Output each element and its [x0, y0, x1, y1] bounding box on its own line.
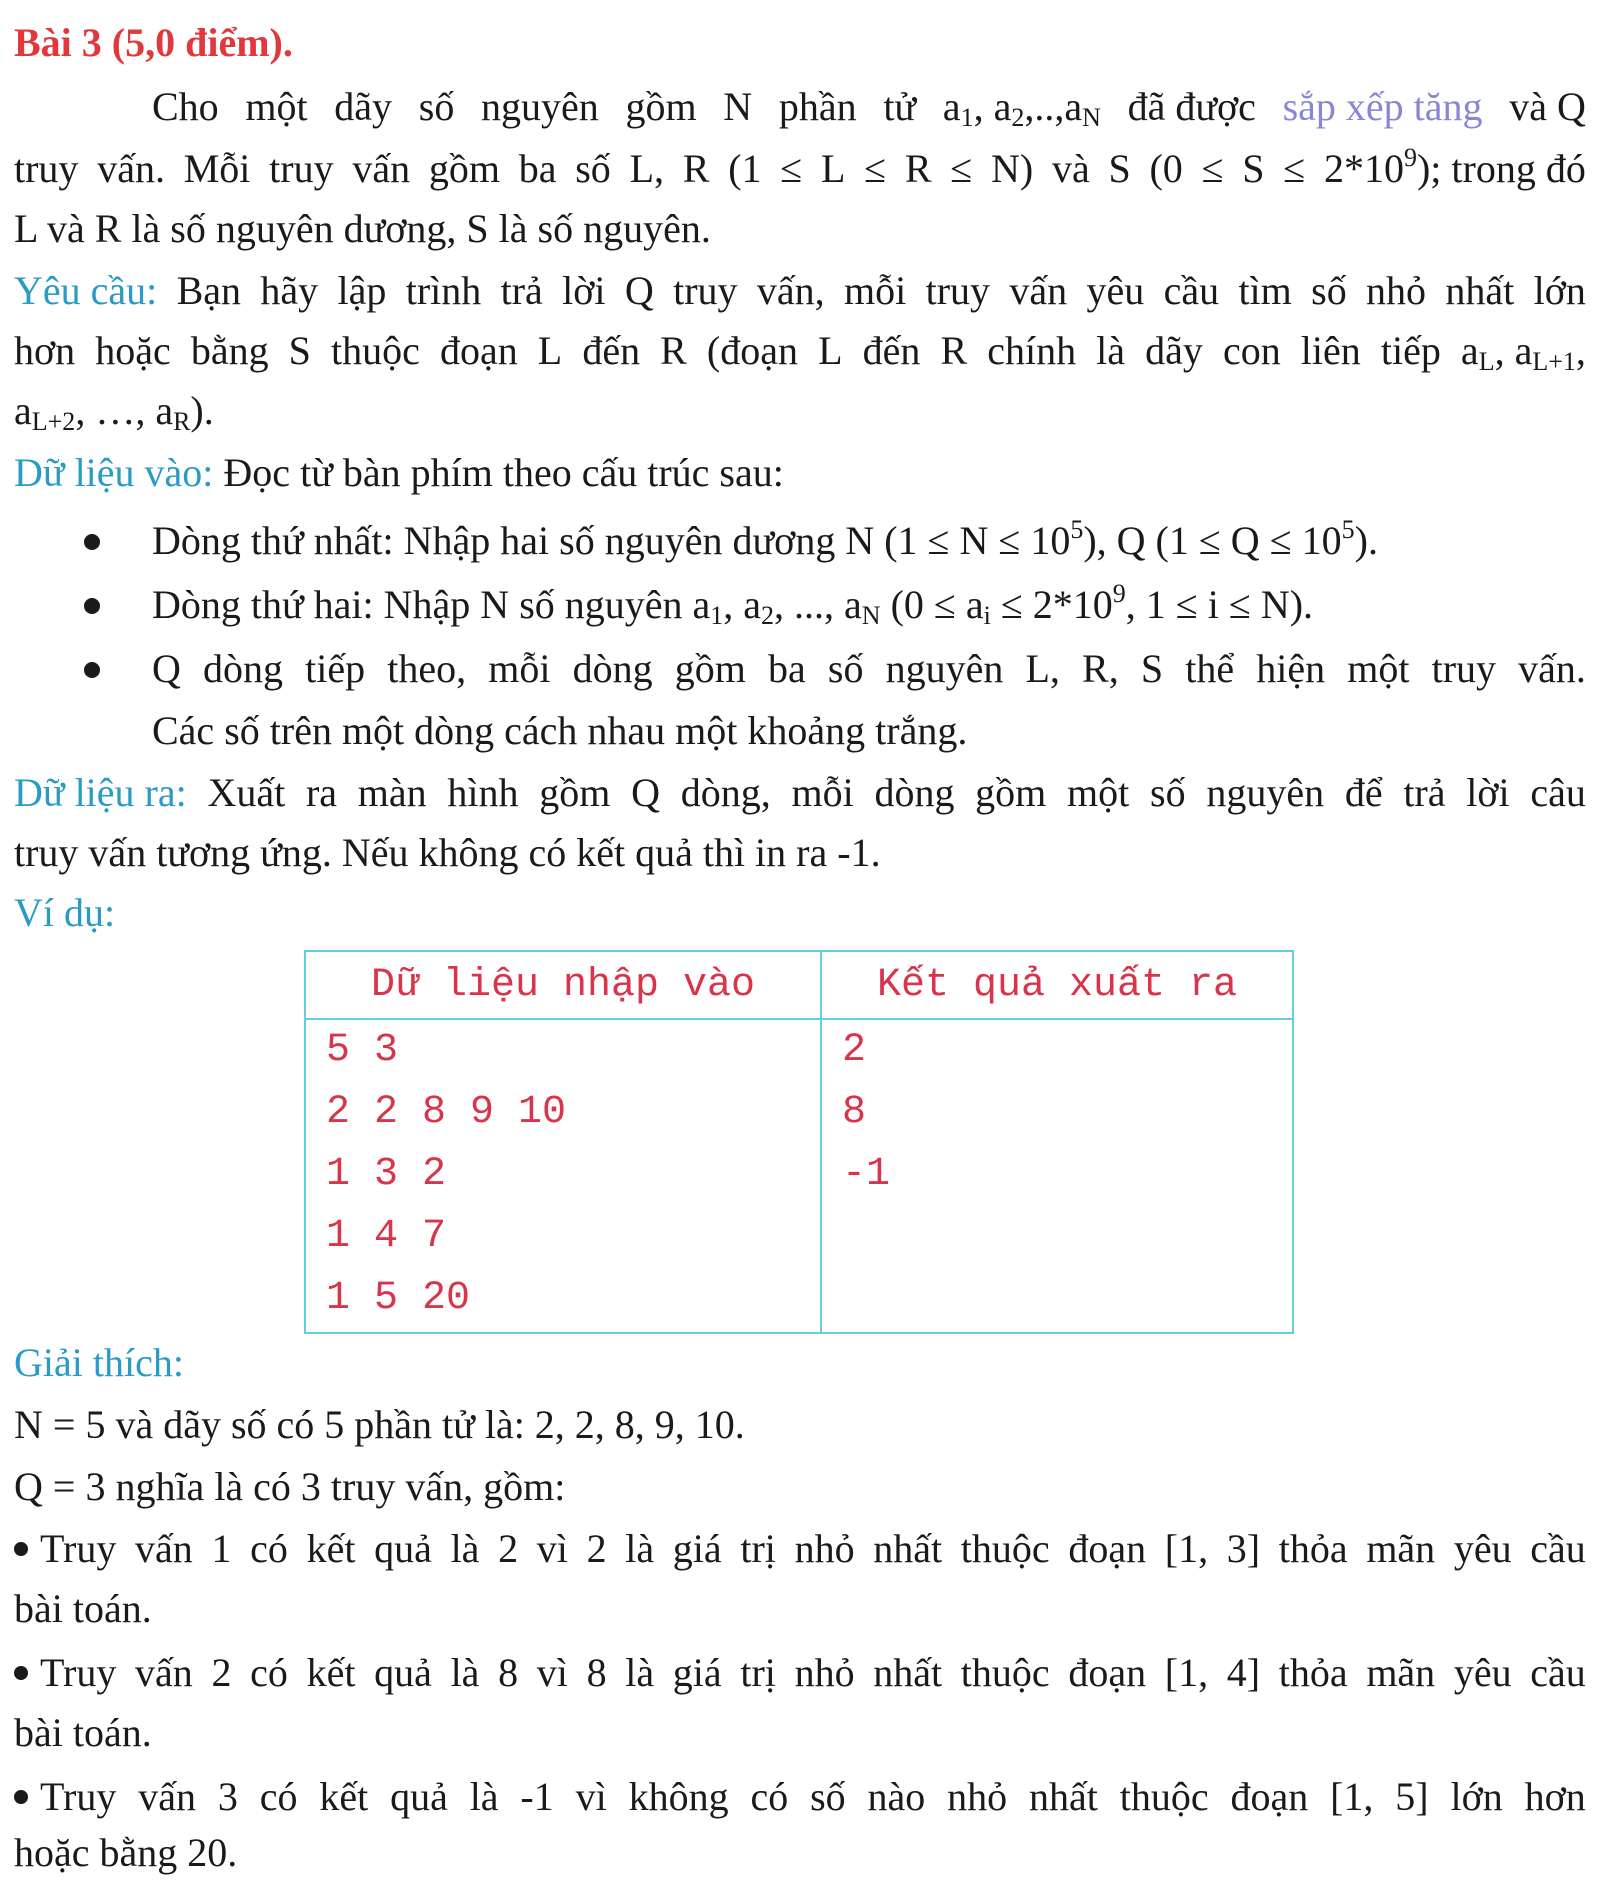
req-aL1-sub: L+1 — [1532, 347, 1576, 376]
req-word: truy — [925, 268, 991, 313]
req-word: hơn — [14, 328, 76, 373]
query-bullet — [14, 1518, 116, 1580]
query-word: 5] — [1395, 1774, 1429, 1819]
output-word: nguyên — [1206, 770, 1325, 815]
req-word: vấn — [1009, 268, 1068, 313]
bullet3-word: nguyên — [885, 646, 1004, 691]
req-word: liên — [1300, 328, 1361, 373]
req-dots: , …, a — [75, 388, 174, 433]
intro-word: L — [820, 146, 846, 191]
req-word: Q — [624, 268, 654, 313]
query-word: nhất — [873, 1526, 943, 1571]
intro-word: ba — [518, 146, 557, 191]
req-close: ). — [190, 388, 214, 433]
query-word: -1 — [520, 1774, 554, 1819]
intro-line-3: L và R là số nguyên dương, S là số nguyên. — [14, 206, 711, 251]
req-word: con — [1222, 328, 1281, 373]
req-word: R — [660, 328, 687, 373]
req-word: mỗi — [844, 268, 907, 313]
intro-word: ≤ — [1283, 146, 1306, 191]
bullet-icon — [84, 662, 100, 678]
header-input: Dữ liệu nhập vào — [305, 951, 821, 1019]
req-aR-sub: R — [173, 407, 191, 436]
intro-word: tử — [883, 84, 917, 129]
intro-word: L, — [629, 146, 664, 191]
output-word: gồm — [975, 770, 1047, 815]
query-word: nhỏ — [794, 1650, 855, 1695]
sub-sequence-notation — [1461, 320, 1586, 382]
bullet3-word: một — [1347, 646, 1410, 691]
query-word: không — [628, 1774, 729, 1819]
intro-word: vấn. — [97, 146, 165, 191]
b2-text-e: ≤ 2*10 — [990, 582, 1113, 627]
bullet-icon — [84, 534, 100, 550]
intro-word: phần — [778, 84, 857, 129]
output-word: lời — [1466, 770, 1510, 815]
output-word: dòng, — [680, 770, 771, 815]
b2-sub-2: 2 — [761, 601, 775, 630]
input-bullet-3-cont: Các số trên một dòng cách nhau một khoảng trắng. — [152, 708, 968, 753]
output-line-item: 8 — [842, 1090, 867, 1135]
req-word: L — [818, 328, 843, 373]
bullet3-word: dòng — [203, 646, 284, 691]
req-word: đoạn — [439, 328, 518, 373]
explain-query-2 — [14, 1642, 1586, 1704]
input-line — [14, 442, 1586, 504]
b2-text-a: Dòng thứ hai: Nhập N số nguyên a — [152, 582, 711, 627]
req-word: yêu — [1086, 268, 1145, 313]
query-word: 4] — [1226, 1650, 1261, 1695]
intro-word: R — [904, 146, 932, 191]
query-word: là — [625, 1650, 655, 1695]
bullet3-word: vấn. — [1518, 646, 1586, 691]
bullet3-word: Q — [152, 646, 181, 691]
req-word: tiếp — [1380, 328, 1441, 373]
b2-text-b: , a — [723, 582, 762, 627]
query-word: số — [810, 1774, 846, 1819]
example-label: Ví dụ: — [14, 890, 116, 935]
b2-sub-4: i — [983, 601, 991, 630]
query-bullet — [14, 1766, 116, 1828]
output-line-item: -1 — [842, 1152, 891, 1197]
query-word: có — [259, 1774, 298, 1819]
requirement-line-2 — [14, 320, 1586, 382]
sequence-notation — [943, 76, 1101, 138]
query-word: nào — [867, 1774, 926, 1819]
req-word: lớn — [1533, 268, 1586, 313]
req-word: trả — [500, 268, 543, 313]
bullet3-word: mỗi — [488, 646, 551, 691]
output-word: dòng — [874, 770, 955, 815]
b1-text-b: ), Q (1 ≤ Q ≤ 10 — [1083, 518, 1342, 563]
output-word: hình — [447, 770, 519, 815]
seq-a2: , a — [973, 84, 1012, 129]
b1-exp-2: 5 — [1341, 515, 1355, 544]
intro-line-1 — [152, 76, 1586, 138]
output-word: Xuất — [207, 770, 286, 815]
bullet3-word: thể — [1185, 646, 1235, 691]
intro-word: nguyên — [481, 84, 599, 129]
seq-aN-sub: N — [1082, 103, 1101, 132]
b2-text-c: , ..., a — [774, 582, 862, 627]
power-exp: 9 — [1403, 143, 1417, 172]
b2-sub-3: N — [861, 601, 881, 630]
req-word: hãy — [260, 268, 319, 313]
requirement-line-1 — [14, 260, 1586, 322]
intro-line-2 — [14, 138, 1586, 200]
b2-text-d: (0 ≤ a — [880, 582, 984, 627]
query-word: 3 — [217, 1774, 238, 1819]
seq-dots: ,..,a — [1024, 84, 1083, 129]
intro-word: và — [1051, 146, 1090, 191]
query-word: thỏa — [1278, 1526, 1348, 1571]
output-line-item: 2 — [842, 1028, 867, 1073]
b1-text-a: Dòng thứ nhất: Nhập hai số nguyên dương N (1 ≤ N ≤ 10 — [152, 518, 1071, 563]
intro-word: ≤ — [1201, 146, 1224, 191]
problem-title: Bài 3 (5,0 điểm). — [14, 20, 293, 65]
query-word: trị — [740, 1526, 776, 1571]
input-line-item: 1 5 20 — [326, 1276, 471, 1321]
query-word: lớn — [1450, 1774, 1503, 1819]
query-word: 2 — [498, 1526, 519, 1571]
req-word: số — [1311, 268, 1347, 313]
query-word: là — [625, 1526, 655, 1571]
query-word: vì — [536, 1650, 568, 1695]
sorted-highlight: sắp xếp tăng — [1282, 84, 1483, 129]
output-word: Q — [631, 770, 660, 815]
bullet3-word: số — [827, 646, 864, 691]
query-bullet — [14, 1642, 116, 1704]
query-word: yêu — [1453, 1650, 1512, 1695]
intro-word: Mỗi — [183, 146, 251, 191]
query-word: vì — [536, 1526, 568, 1571]
input-bullet-1 — [152, 510, 1586, 572]
power-notation — [1324, 138, 1586, 200]
query-word: [1, — [1164, 1650, 1209, 1695]
query-word: mãn — [1366, 1526, 1436, 1571]
intro-word: vấn — [352, 146, 411, 191]
req-aL2: a — [14, 388, 32, 433]
output-word: ra — [305, 770, 338, 815]
query-word: thỏa — [1278, 1650, 1348, 1695]
intro-word: truy — [269, 146, 334, 191]
query-word: Truy — [40, 1526, 117, 1571]
query-word: vấn — [135, 1526, 193, 1571]
input-bullet-3 — [152, 638, 1586, 700]
output-word: mỗi — [791, 770, 854, 815]
output-word: trả — [1403, 770, 1446, 815]
req-word: nhất — [1445, 268, 1515, 313]
req-word: vấn, — [756, 268, 825, 313]
req-word: thuộc — [331, 328, 420, 373]
b2-sub-1: 1 — [710, 601, 724, 630]
output-word: câu — [1530, 770, 1586, 815]
intro-word: ≤ — [864, 146, 887, 191]
explain-line-1: N = 5 và dãy số có 5 phần tử là: 2, 2, 8, 9, 10. — [14, 1402, 745, 1447]
explain-query-1 — [14, 1518, 1586, 1580]
explain-query-1-cont: bài toán. — [14, 1586, 152, 1631]
bullet3-word: gồm — [674, 646, 746, 691]
query-word: kết — [306, 1526, 356, 1571]
bullet-icon — [84, 598, 100, 614]
intro-word: gồm — [625, 84, 697, 129]
intro-word: (1 — [728, 146, 762, 191]
explain-query-3-cont: hoặc bằng 20. — [14, 1830, 238, 1875]
b2-exp-1: 9 — [1112, 579, 1126, 608]
req-word: đến — [862, 328, 921, 373]
query-word: quả — [374, 1526, 432, 1571]
query-word: đoạn — [1068, 1526, 1147, 1571]
req-aL2-sub: L+2 — [31, 407, 76, 436]
output-word: số — [1150, 770, 1186, 815]
intro-word: (0 — [1149, 146, 1183, 191]
query-word: kết — [319, 1774, 369, 1819]
query-word: có — [750, 1774, 789, 1819]
req-word: lời — [562, 268, 606, 313]
seq-a2-sub: 2 — [1011, 103, 1025, 132]
intro-word: truy — [14, 146, 79, 191]
output-word: một — [1067, 770, 1130, 815]
query-word: 3] — [1226, 1526, 1261, 1571]
intro-word: R — [682, 146, 710, 191]
intro-word: gồm — [428, 146, 500, 191]
b2-text-f: , 1 ≤ i ≤ N). — [1125, 582, 1314, 627]
output-line-2: truy vấn tương ứng. Nếu không có kết quả thì in ra -1. — [14, 830, 881, 875]
bullet-icon — [14, 1542, 28, 1556]
intro-word: dãy — [334, 84, 393, 129]
intro-word: ≤ — [780, 146, 803, 191]
query-word: là — [450, 1526, 480, 1571]
query-word: mãn — [1366, 1650, 1436, 1695]
query-word: nhất — [873, 1650, 943, 1695]
req-word: đến — [582, 328, 641, 373]
query-word: 2 — [211, 1650, 232, 1695]
input-line-item: 5 3 — [326, 1028, 399, 1073]
bullet3-word: dòng — [572, 646, 653, 691]
bullet3-word: L, — [1025, 646, 1060, 691]
query-word: cầu — [1530, 1650, 1586, 1695]
bullet3-word: ba — [767, 646, 806, 691]
output-label: Dữ liệu ra: — [14, 770, 187, 815]
output-word: để — [1344, 770, 1383, 815]
bullet3-word: S — [1140, 646, 1164, 691]
seq-a1-sub: 1 — [960, 103, 974, 132]
req-word: L — [537, 328, 563, 373]
req-word: truy — [673, 268, 738, 313]
req-word: chính — [987, 328, 1077, 373]
intro-word: S — [1108, 146, 1131, 191]
req-word: lập — [337, 268, 387, 313]
requirement-line-3 — [14, 380, 1586, 442]
req-word: trình — [405, 268, 482, 313]
req-word: dãy — [1145, 328, 1203, 373]
query-word: vấn — [135, 1650, 193, 1695]
req-word: Bạn — [176, 268, 242, 313]
bullet-icon — [14, 1790, 28, 1804]
bullet3-word: R, — [1082, 646, 1119, 691]
intro-word: số — [418, 84, 455, 129]
query-word: quả — [390, 1774, 448, 1819]
explain-query-2-cont: bài toán. — [14, 1710, 152, 1755]
input-line-item: 2 2 8 9 10 — [326, 1090, 567, 1135]
input-cell — [305, 1019, 821, 1333]
query-word: trị — [740, 1650, 776, 1695]
intro-word: S — [1242, 146, 1265, 191]
req-word: hoặc — [95, 328, 171, 373]
req-word: (đoạn — [706, 328, 798, 373]
query-word: có — [250, 1650, 288, 1695]
input-bullet-2 — [152, 574, 1586, 636]
query-word: giá — [672, 1526, 722, 1571]
req-comma: , — [1575, 328, 1586, 373]
output-word: gồm — [539, 770, 611, 815]
bullet3-word: hiện — [1256, 646, 1326, 691]
query-word: quả — [374, 1650, 432, 1695]
bullet3-word: theo, — [387, 646, 467, 691]
intro-word: số — [575, 146, 611, 191]
query-word: thuộc — [960, 1526, 1050, 1571]
input-text: Đọc từ bàn phím theo cấu trúc sau: — [223, 450, 784, 495]
query-word: là — [450, 1650, 480, 1695]
example-table — [304, 950, 1294, 1334]
query-word: có — [250, 1526, 288, 1571]
req-word: S — [288, 328, 311, 373]
query-word: cầu — [1530, 1526, 1586, 1571]
intro-word: và Q — [1509, 84, 1586, 129]
query-word: 8 — [586, 1650, 607, 1695]
bullet3-word: truy — [1431, 646, 1497, 691]
output-cell — [821, 1019, 1293, 1333]
intro-word: một — [245, 84, 308, 129]
seq-a1: a — [942, 84, 961, 129]
intro-word: ≤ — [950, 146, 973, 191]
intro-word: N — [723, 84, 753, 129]
query-word: thuộc — [1119, 1774, 1209, 1819]
req-aL-sub: L — [1478, 347, 1495, 376]
query-word: vì — [575, 1774, 607, 1819]
bullet3-word: tiếp — [305, 646, 366, 691]
req-aL1: , a — [1494, 328, 1533, 373]
input-line-item: 1 3 2 — [326, 1152, 447, 1197]
query-word: kết — [306, 1650, 356, 1695]
query-word: nhỏ — [794, 1526, 855, 1571]
query-word: vấn — [138, 1774, 196, 1819]
b1-text-c: ). — [1354, 518, 1378, 563]
req-word: tìm — [1238, 268, 1292, 313]
intro-word: Cho — [152, 84, 219, 129]
query-word: 8 — [498, 1650, 519, 1695]
intro-word: đã được — [1127, 84, 1256, 129]
query-word: nhất — [1029, 1774, 1098, 1819]
query-word: thuộc — [960, 1650, 1050, 1695]
query-word: đoạn — [1230, 1774, 1309, 1819]
output-line-1 — [14, 762, 1586, 824]
bullet-icon — [14, 1666, 28, 1680]
query-word: yêu — [1453, 1526, 1512, 1571]
req-word: cầu — [1163, 268, 1220, 313]
b1-exp-1: 5 — [1070, 515, 1084, 544]
query-word: 1 — [211, 1526, 232, 1571]
input-line-item: 1 4 7 — [326, 1214, 447, 1259]
query-word: giá — [672, 1650, 722, 1695]
query-word: hơn — [1524, 1774, 1586, 1819]
query-word: nhỏ — [947, 1774, 1008, 1819]
header-output: Kết quả xuất ra — [821, 951, 1293, 1019]
query-word: là — [469, 1774, 499, 1819]
req-word: bằng — [190, 328, 269, 373]
power-base: 2*10 — [1323, 146, 1404, 191]
req-aL: a — [1460, 328, 1479, 373]
query-word: [1, — [1164, 1526, 1209, 1571]
intro-word: ); trong đó — [1416, 146, 1586, 191]
query-word: 2 — [586, 1526, 607, 1571]
intro-word: N) — [991, 146, 1034, 191]
input-label: Dữ liệu vào: — [14, 450, 214, 495]
query-word: Truy — [40, 1774, 117, 1819]
explain-label: Giải thích: — [14, 1340, 184, 1385]
query-word: đoạn — [1068, 1650, 1147, 1695]
req-word: là — [1096, 328, 1126, 373]
req-word: R — [940, 328, 968, 373]
explain-line-2: Q = 3 nghĩa là có 3 truy vấn, gồm: — [14, 1464, 566, 1509]
query-word: Truy — [40, 1650, 117, 1695]
explain-query-3 — [14, 1766, 1586, 1828]
query-word: [1, — [1330, 1774, 1374, 1819]
req-word: nhỏ — [1366, 268, 1427, 313]
requirement-label: Yêu cầu: — [14, 268, 158, 313]
output-word: màn — [357, 770, 427, 815]
